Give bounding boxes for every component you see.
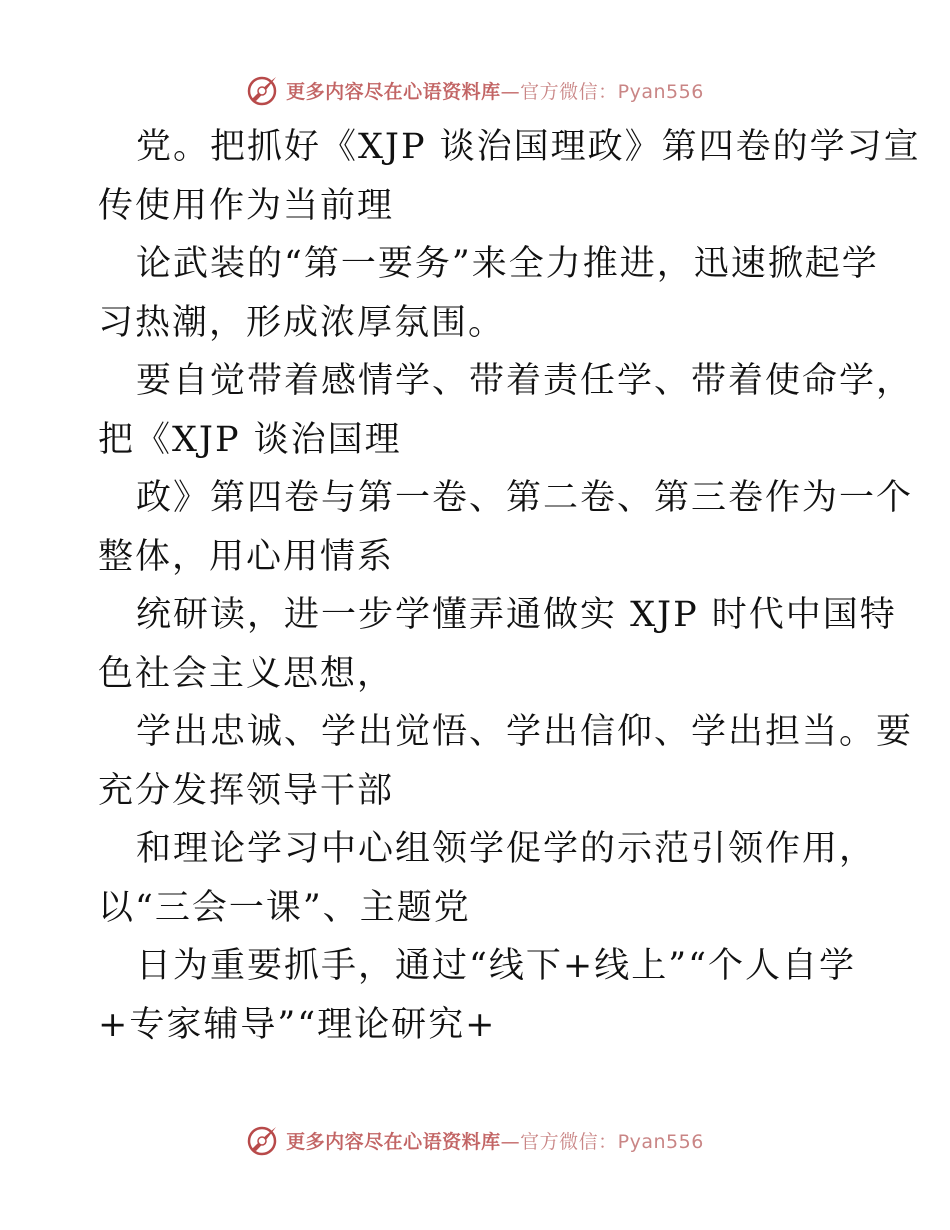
watermark-separator: —: [500, 80, 521, 103]
text-line: 政》第四卷与第一卷、第二卷、第三卷作为一个: [136, 478, 914, 518]
text-line: 论武装的“第一要务”来全力推进，迅速掀起学: [136, 244, 879, 284]
watermark-brand: 更多内容尽在心语资料库: [286, 80, 501, 103]
watermark-separator: —: [500, 1130, 521, 1153]
text-line: 以“三会一课”、主题党: [98, 887, 471, 928]
footer-watermark: [0, 1120, 950, 1160]
watermark-brand: 更多内容尽在心语资料库: [286, 1130, 501, 1153]
quill-logo-icon: [246, 73, 280, 107]
text-line: 充分发挥领导干部: [98, 770, 395, 811]
watermark-contact: 官方微信：Pyan556: [520, 80, 704, 103]
watermark-contact: 官方微信：Pyan556: [520, 1130, 704, 1153]
text-line: 学出忠诚、学出觉悟、学出信仰、学出担当。要: [136, 712, 914, 752]
text-line: 日为重要抓手，通过“线下+线上”“个人自学: [136, 946, 857, 986]
text-line: 把《XJP 谈治国理: [98, 419, 402, 460]
text-line: 习热潮，形成浓厚氛围。: [98, 302, 506, 343]
text-line: 和理论学习中心组领学促学的示范引领作用，: [136, 829, 877, 869]
text-line: 统研读，进一步学懂弄通做实 XJP 时代中国特: [136, 595, 897, 635]
text-line: 党。把抓好《XJP 谈治国理政》第四卷的学习宣: [136, 127, 921, 167]
header-watermark: [0, 70, 950, 110]
text-line: 整体，用心用情系: [98, 536, 395, 577]
text-line: 要自觉带着感情学、带着责任学、带着使命学，: [136, 361, 914, 401]
text-line: 传使用作为当前理: [98, 185, 395, 226]
document-body: [98, 118, 921, 1054]
text-line: 色社会主义思想，: [98, 653, 395, 694]
text-line: +专家辅导”“理论研究+: [98, 1004, 497, 1045]
quill-logo-icon: [246, 1123, 280, 1157]
